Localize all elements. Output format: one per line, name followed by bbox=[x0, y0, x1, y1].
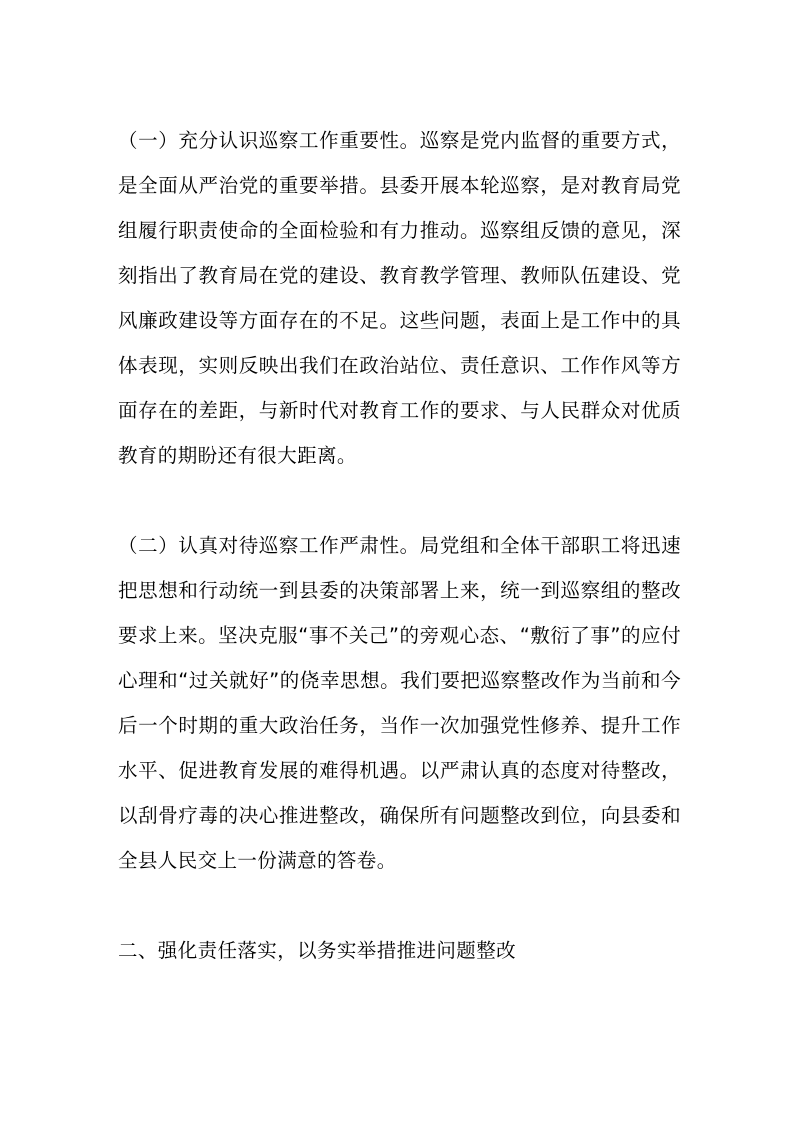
document-body bbox=[118, 118, 681, 973]
heading-section-2: 二、强化责任落实，以务实举措推进问题整改 bbox=[118, 939, 517, 962]
paragraph-section-1-1: （一）充分认识巡察工作重要性。巡察是党内监督的重要方式，是全面从严治党的重要举措。县委开展本轮巡察，是对教育局党组履行职责使命的全面检验和有力推动。巡察组反馈的意见，深刻指出了教育局在党的建设、教育教学管理、教师队伍建设、党风廉政建设等方面存在的不足。这些问题，表面上是工作中的具体表现，实则反映出我们在政治站位、责任意识、工作作风等方面存在的差距，与新时代对教育工作的要求、与人民群众对优质教育的期盼还有很大距离。 bbox=[118, 129, 681, 467]
paragraph-section-1-2: （二）认真对待巡察工作严肃性。局党组和全体干部职工将迅速把思想和行动统一到县委的决策部署上来，统一到巡察组的整改要求上来。坚决克服“事不关己”的旁观心态、“敷衍了事”的应付心理和“过关就好”的侥幸思想。我们要把巡察整改作为当前和今后一个时期的重大政治任务，当作一次加强党性修养、提升工作水平、促进教育发展的难得机遇。以严肃认真的态度对待整改，以刮骨疗毒的决心推进整改，确保所有问题整改到位，向县委和全县人民交上一份满意的答卷。 bbox=[118, 534, 681, 872]
